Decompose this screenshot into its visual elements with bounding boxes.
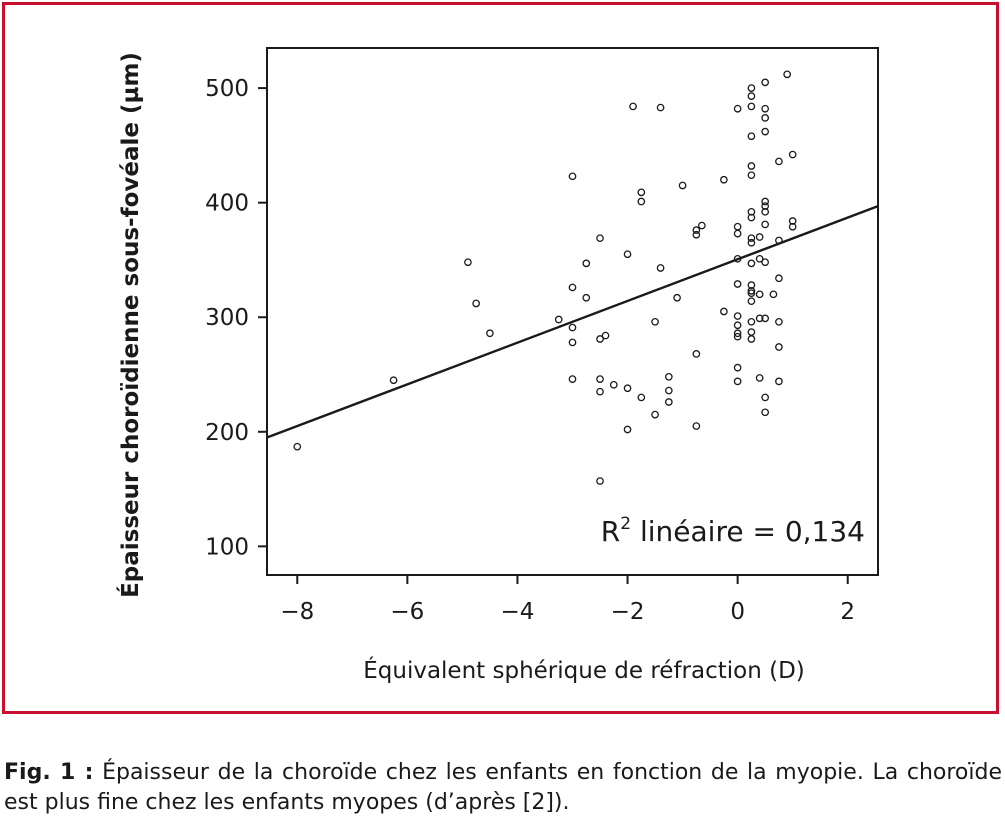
regression-line bbox=[267, 206, 878, 437]
data-point-19 bbox=[611, 382, 617, 388]
data-point-31 bbox=[666, 374, 672, 380]
y-tick-label-4: 500 bbox=[205, 76, 249, 103]
data-point-57 bbox=[748, 133, 754, 139]
data-point-27 bbox=[652, 319, 658, 325]
data-point-16 bbox=[597, 388, 603, 394]
data-point-78 bbox=[762, 106, 768, 112]
data-point-43 bbox=[734, 106, 740, 112]
y-tick-label-0: 100 bbox=[205, 534, 249, 561]
data-point-76 bbox=[756, 375, 762, 381]
data-point-95 bbox=[776, 378, 782, 384]
data-point-20 bbox=[624, 251, 630, 257]
data-point-53 bbox=[734, 378, 740, 384]
data-point-72 bbox=[756, 234, 762, 240]
data-point-39 bbox=[693, 423, 699, 429]
data-point-24 bbox=[638, 189, 644, 195]
data-point-18 bbox=[602, 332, 608, 338]
data-point-25 bbox=[638, 198, 644, 204]
data-point-79 bbox=[762, 115, 768, 121]
data-point-7 bbox=[569, 284, 575, 290]
data-point-97 bbox=[789, 151, 795, 157]
caption-text: Épaisseur de la choroïde chez les enfants en fonction de la myopie. La choroïde est plus fine chez les enfants myopes (d’après [2]). bbox=[4, 760, 1002, 815]
data-point-37 bbox=[693, 232, 699, 238]
data-point-17 bbox=[597, 478, 603, 484]
x-tick-label-4: 0 bbox=[730, 599, 745, 625]
data-point-52 bbox=[734, 364, 740, 370]
data-point-21 bbox=[624, 385, 630, 391]
data-point-26 bbox=[638, 394, 644, 400]
data-point-23 bbox=[630, 103, 636, 109]
data-point-8 bbox=[569, 324, 575, 330]
data-point-92 bbox=[776, 275, 782, 281]
x-tick-label-0: −8 bbox=[280, 599, 315, 625]
data-point-71 bbox=[748, 336, 754, 342]
data-point-80 bbox=[762, 128, 768, 134]
data-point-11 bbox=[583, 260, 589, 266]
data-point-4 bbox=[487, 330, 493, 336]
data-point-55 bbox=[748, 93, 754, 99]
y-tick-label-1: 200 bbox=[205, 419, 249, 446]
data-point-6 bbox=[569, 173, 575, 179]
data-point-77 bbox=[762, 79, 768, 85]
figure-caption bbox=[4, 758, 1002, 818]
plot-area-border bbox=[267, 48, 878, 575]
data-point-63 bbox=[748, 240, 754, 246]
y-tick-label-3: 400 bbox=[205, 190, 249, 217]
x-tick-label-3: −2 bbox=[610, 599, 645, 625]
data-point-28 bbox=[652, 411, 658, 417]
data-point-85 bbox=[762, 259, 768, 265]
data-point-10 bbox=[569, 376, 575, 382]
data-point-33 bbox=[666, 399, 672, 405]
x-tick-label-5: 2 bbox=[840, 599, 856, 625]
data-point-38 bbox=[693, 351, 699, 357]
data-point-30 bbox=[657, 265, 663, 271]
data-point-70 bbox=[748, 329, 754, 335]
data-point-32 bbox=[666, 387, 672, 393]
data-point-29 bbox=[657, 104, 663, 110]
y-axis-label: Épaisseur choroïdienne sous-fovéale (µm) bbox=[118, 52, 144, 598]
data-point-48 bbox=[734, 313, 740, 319]
data-point-54 bbox=[748, 85, 754, 91]
y-tick-label-2: 300 bbox=[205, 305, 249, 332]
data-point-88 bbox=[762, 409, 768, 415]
data-point-74 bbox=[756, 291, 762, 297]
data-point-49 bbox=[734, 322, 740, 328]
data-point-47 bbox=[734, 281, 740, 287]
data-point-58 bbox=[748, 163, 754, 169]
x-tick-label-1: −6 bbox=[390, 599, 425, 625]
data-point-68 bbox=[748, 298, 754, 304]
data-point-93 bbox=[776, 319, 782, 325]
data-point-12 bbox=[583, 295, 589, 301]
data-point-59 bbox=[748, 172, 754, 178]
r-squared-annotation: $R^2$ linéaire = 0,134 bbox=[600, 514, 865, 548]
data-point-89 bbox=[770, 291, 776, 297]
x-tick-label-2: −4 bbox=[500, 599, 535, 625]
data-point-94 bbox=[776, 344, 782, 350]
data-point-15 bbox=[597, 376, 603, 382]
data-point-42 bbox=[721, 308, 727, 314]
data-point-5 bbox=[556, 316, 562, 322]
data-point-41 bbox=[721, 177, 727, 183]
data-point-13 bbox=[597, 235, 603, 241]
data-point-45 bbox=[734, 230, 740, 236]
data-point-56 bbox=[748, 103, 754, 109]
data-point-9 bbox=[569, 339, 575, 345]
data-point-40 bbox=[699, 222, 705, 228]
data-point-84 bbox=[762, 221, 768, 227]
data-point-3 bbox=[473, 300, 479, 306]
data-point-96 bbox=[784, 71, 790, 77]
data-point-2 bbox=[465, 259, 471, 265]
data-point-90 bbox=[776, 158, 782, 164]
x-axis-label: Équivalent sphérique de réfraction (D) bbox=[363, 658, 805, 684]
data-point-34 bbox=[674, 295, 680, 301]
data-point-35 bbox=[679, 182, 685, 188]
data-point-69 bbox=[748, 319, 754, 325]
caption-label: Fig. 1 : bbox=[4, 760, 94, 785]
data-point-1 bbox=[390, 377, 396, 383]
data-point-0 bbox=[294, 443, 300, 449]
data-point-22 bbox=[624, 426, 630, 432]
data-point-87 bbox=[762, 394, 768, 400]
data-point-64 bbox=[748, 260, 754, 266]
data-point-44 bbox=[734, 224, 740, 230]
